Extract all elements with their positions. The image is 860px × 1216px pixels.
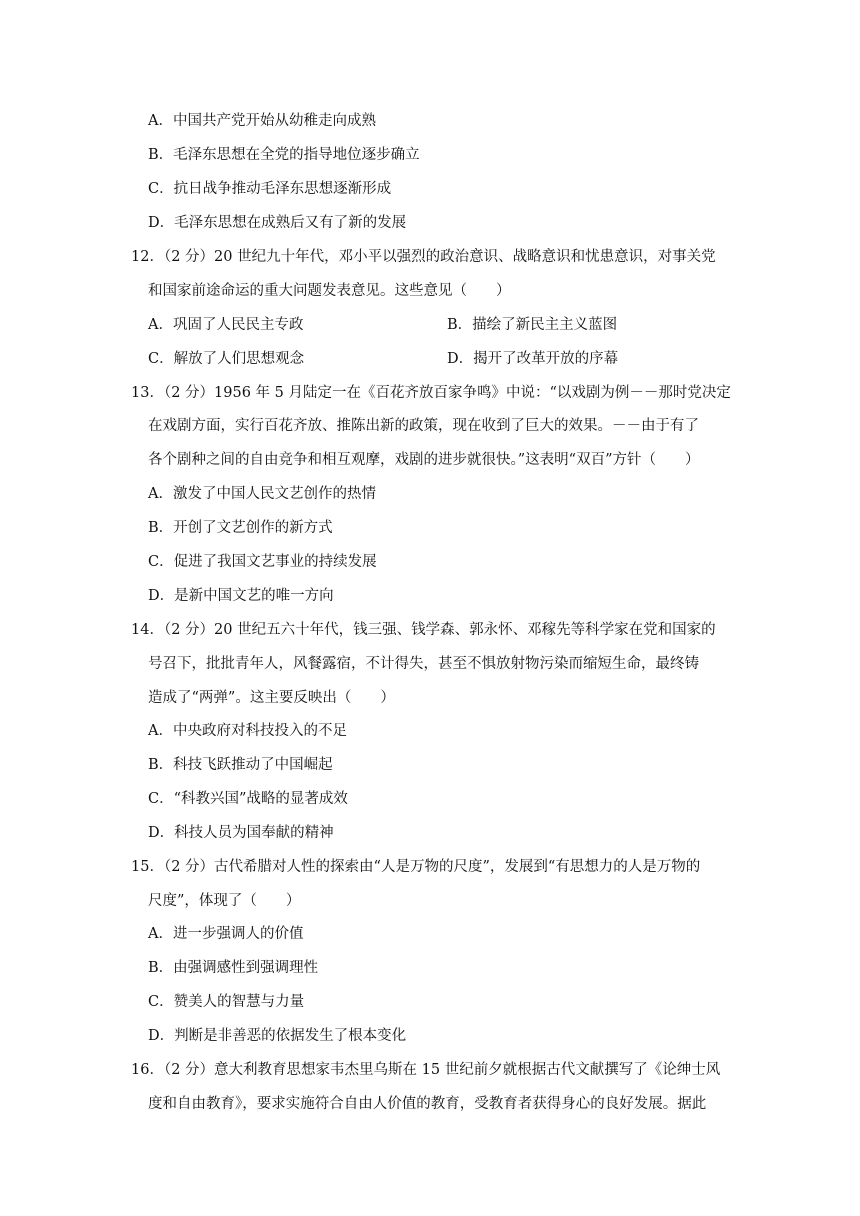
q11-option-a: A．中国共产党开始从幼稚走向成熟	[148, 113, 376, 129]
q14-option-c: C．“科教兴国”战略的显著成效	[148, 791, 348, 807]
q12-stem-line-2: 和国家前途命运的重大问题发表意见。这些意见（ ）	[148, 283, 511, 299]
q14-stem-line-1: 14．（2 分）20 世纪五六十年代，钱三强、钱学森、郭永怀、邓稼先等科学家在党和国家的	[131, 622, 716, 638]
q13-option-c: C．促进了我国文艺事业的持续发展	[148, 554, 377, 570]
q14-stem-line-3: 造成了“两弹”。这主要反映出（ ）	[148, 690, 395, 706]
q11-option-d: D．毛泽东思想在成熟后又有了新的发展	[148, 215, 407, 231]
q15-option-b: B．由强调感性到强调理性	[148, 960, 319, 976]
q15-stem-line-2: 尺度”，体现了（ ）	[148, 893, 301, 909]
q16-stem-line-1: 16．（2 分）意大利教育思想家韦杰里乌斯在 15 世纪前夕就根据古代文献撰写了《论绅士风	[131, 1062, 721, 1078]
q12-stem-line-1: 12．（2 分）20 世纪九十年代，邓小平以强烈的政治意识、战略意识和忧患意识，对事关党	[131, 249, 716, 265]
q13-stem-line-3: 各个剧种之间的自由竞争和相互观摩，戏剧的进步就很快。”这表明“双百”方针（ ）	[148, 452, 700, 468]
q11-option-b: B．毛泽东思想在全党的指导地位逐步确立	[148, 147, 420, 163]
q11-option-c: C．抗日战争推动毛泽东思想逐渐形成	[148, 181, 392, 197]
q12-option-a: A．巩固了人民民主专政	[148, 317, 304, 333]
q16-stem-line-2: 度和自由教育》，要求实施符合自由人价值的教育，受教育者获得身心的良好发展。据此	[148, 1096, 707, 1112]
q12-option-d: D．揭开了改革开放的序幕	[447, 351, 619, 367]
q13-stem-line-1: 13．（2 分）1956 年 5 月陆定一在《百花齐放百家争鸣》中说：“以戏剧为例－－那时党决定	[131, 385, 731, 401]
q14-stem-line-2: 号召下，批批青年人，风餐露宿，不计得失，甚至不惧放射物污染而缩短生命，最终铸	[148, 656, 699, 672]
q14-option-b: B．科技飞跃推动了中国崛起	[148, 757, 333, 773]
q13-option-a: A．激发了中国人民文艺创作的热情	[148, 486, 376, 502]
q12-option-b: B．描绘了新民主主义蓝图	[447, 317, 618, 333]
q13-stem-line-2: 在戏剧方面，实行百花齐放、推陈出新的政策，现在收到了巨大的效果。－－由于有了	[148, 418, 699, 434]
q13-option-d: D．是新中国文艺的唯一方向	[148, 588, 334, 604]
q13-option-b: B．开创了文艺创作的新方式	[148, 520, 333, 536]
q15-option-a: A．进一步强调人的价值	[148, 926, 304, 942]
q12-option-c: C．解放了人们思想观念	[148, 351, 305, 367]
q14-option-a: A．中央政府对科技投入的不足	[148, 723, 347, 739]
q15-stem-line-1: 15．（2 分）古代希腊对人性的探索由“人是万物的尺度”，发展到“有思想力的人是万物的	[131, 859, 701, 875]
q14-option-d: D．科技人员为国奉献的精神	[148, 825, 334, 841]
q15-option-d: D．判断是非善恶的依据发生了根本变化	[148, 1028, 407, 1044]
q15-option-c: C．赞美人的智慧与力量	[148, 994, 305, 1010]
